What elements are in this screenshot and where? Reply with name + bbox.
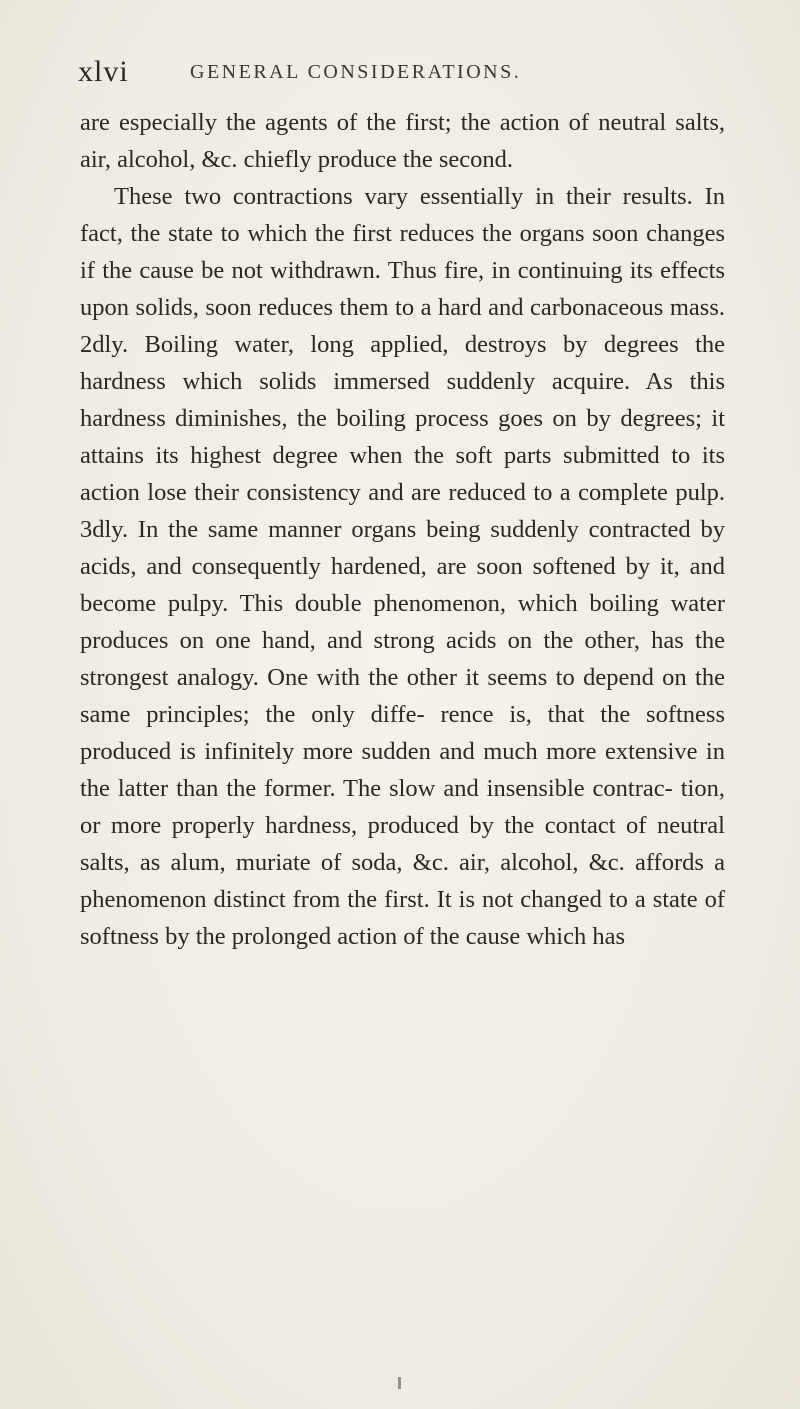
- printer-mark: [398, 1377, 401, 1389]
- paragraph-continued: are especially the agents of the first; the action of neutral salts, air, alcohol, &c. chiefly produce the second.: [80, 109, 725, 173]
- running-head-title: GENERAL CONSIDERATIONS.: [190, 61, 522, 83]
- running-head: [78, 52, 738, 92]
- body-text: [80, 104, 725, 955]
- page-number: xlvi: [78, 55, 129, 88]
- paragraph-contractions: These two contractions vary essentially in their results. In fact, the state to which the first reduces the organs soon changes if the cause be not withdrawn. Thus fire, in continuing its effects upon solids, soon reduces them to a hard and carbonaceous mass. 2dly. Boiling water, long applied, destroys by degrees the hardness which solids immersed suddenly acquire. As this hardness diminishes, the boiling process goes on by degrees; it attains its highest degree when the soft parts submitted to its action lose their consistency and are reduced to a complete pulp. 3dly. In the same manner organs being suddenly contracted by acids, and consequently hardened, are soon softened by it, and become pulpy. This double phenomenon, which boiling water produces on one hand, and strong acids on the other, has the strongest analogy. One with the other it seems to depend on the same principles; the only diffe- rence is, that the softness produced is infinitely more sudden and much more extensive in the latter than the former. The slow and insensible contrac- tion, or more properly hardness, produced by the contact of neutral salts, as alum, muriate of soda, &c. air, alcohol, &c. affords a phenomenon distinct from the first. It is not changed to a state of softness by the prolonged action of the cause which has: [80, 183, 725, 950]
